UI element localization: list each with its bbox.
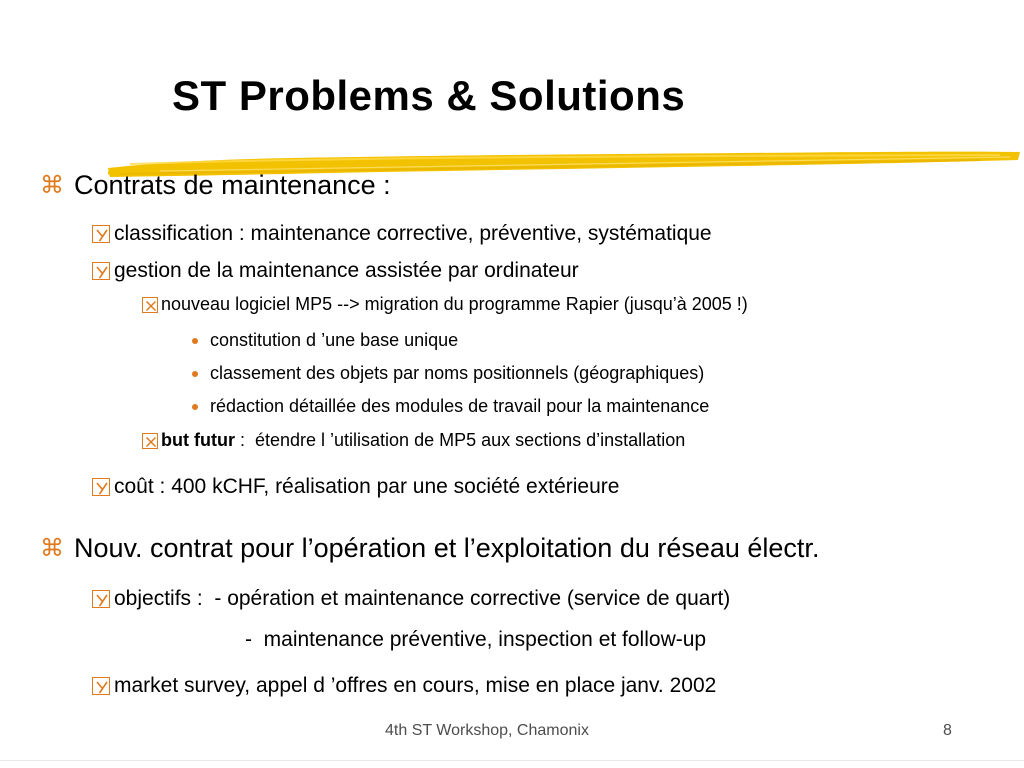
list-item — [92, 587, 730, 611]
list-item-continuation — [245, 628, 706, 652]
section-heading-text: Contrats de maintenance : — [74, 170, 391, 200]
list-item — [192, 363, 704, 384]
dot-bullet-icon — [192, 404, 198, 410]
list-item-text: : étendre l ’utilisation de MP5 aux sections d’installation — [234, 430, 686, 450]
list-item-text: nouveau logiciel MP5 --> migration du programme Rapier (jusqu’à 2005 !) — [161, 294, 748, 314]
list-item — [92, 475, 619, 499]
command-key-icon: ⌘ — [40, 172, 64, 199]
checkbox-y-icon — [92, 677, 110, 695]
list-item-text: rédaction détaillée des modules de travail pour la maintenance — [210, 396, 710, 416]
list-item-text: constitution d ’une base unique — [210, 330, 459, 350]
list-item-text: gestion de la maintenance assistée par ordinateur — [114, 259, 579, 282]
list-item — [192, 330, 458, 351]
list-item-text: objectifs : - opération et maintenance corrective (service de quart) — [114, 587, 731, 610]
checkbox-x-icon — [142, 433, 158, 449]
list-item-bold-text: but futur — [161, 430, 235, 450]
list-item-text: classement des objets par noms positionnels (géographiques) — [210, 363, 705, 383]
section-heading-text: Nouv. contrat pour l’opération et l’exploitation du réseau électr. — [74, 533, 820, 563]
checkbox-x-icon — [142, 297, 158, 313]
list-item — [92, 222, 712, 246]
checkbox-y-icon — [92, 478, 110, 496]
list-item-text: classification : maintenance corrective, préventive, systématique — [114, 222, 712, 245]
command-key-icon: ⌘ — [40, 535, 64, 562]
list-item — [142, 430, 685, 451]
checkbox-y-icon — [92, 590, 110, 608]
section-heading-nouv-contrat — [40, 533, 819, 564]
list-item — [92, 674, 716, 698]
list-item-text: - maintenance préventive, inspection et follow-up — [245, 628, 707, 651]
list-item — [92, 259, 579, 283]
footer-divider — [0, 760, 1024, 761]
dot-bullet-icon — [192, 371, 198, 377]
section-heading-contrats — [40, 170, 391, 201]
checkbox-y-icon — [92, 225, 110, 243]
dot-bullet-icon — [192, 338, 198, 344]
slide-title: ST Problems & Solutions — [172, 72, 686, 119]
list-item-text: coût : 400 kCHF, réalisation par une société extérieure — [114, 475, 620, 498]
list-item-text: market survey, appel d ’offres en cours, mise en place janv. 2002 — [114, 674, 717, 697]
list-item — [142, 294, 748, 315]
footer-text: 4th ST Workshop, Chamonix — [385, 722, 589, 739]
page-number: 8 — [943, 722, 952, 739]
checkbox-y-icon — [92, 262, 110, 280]
list-item — [192, 396, 709, 417]
